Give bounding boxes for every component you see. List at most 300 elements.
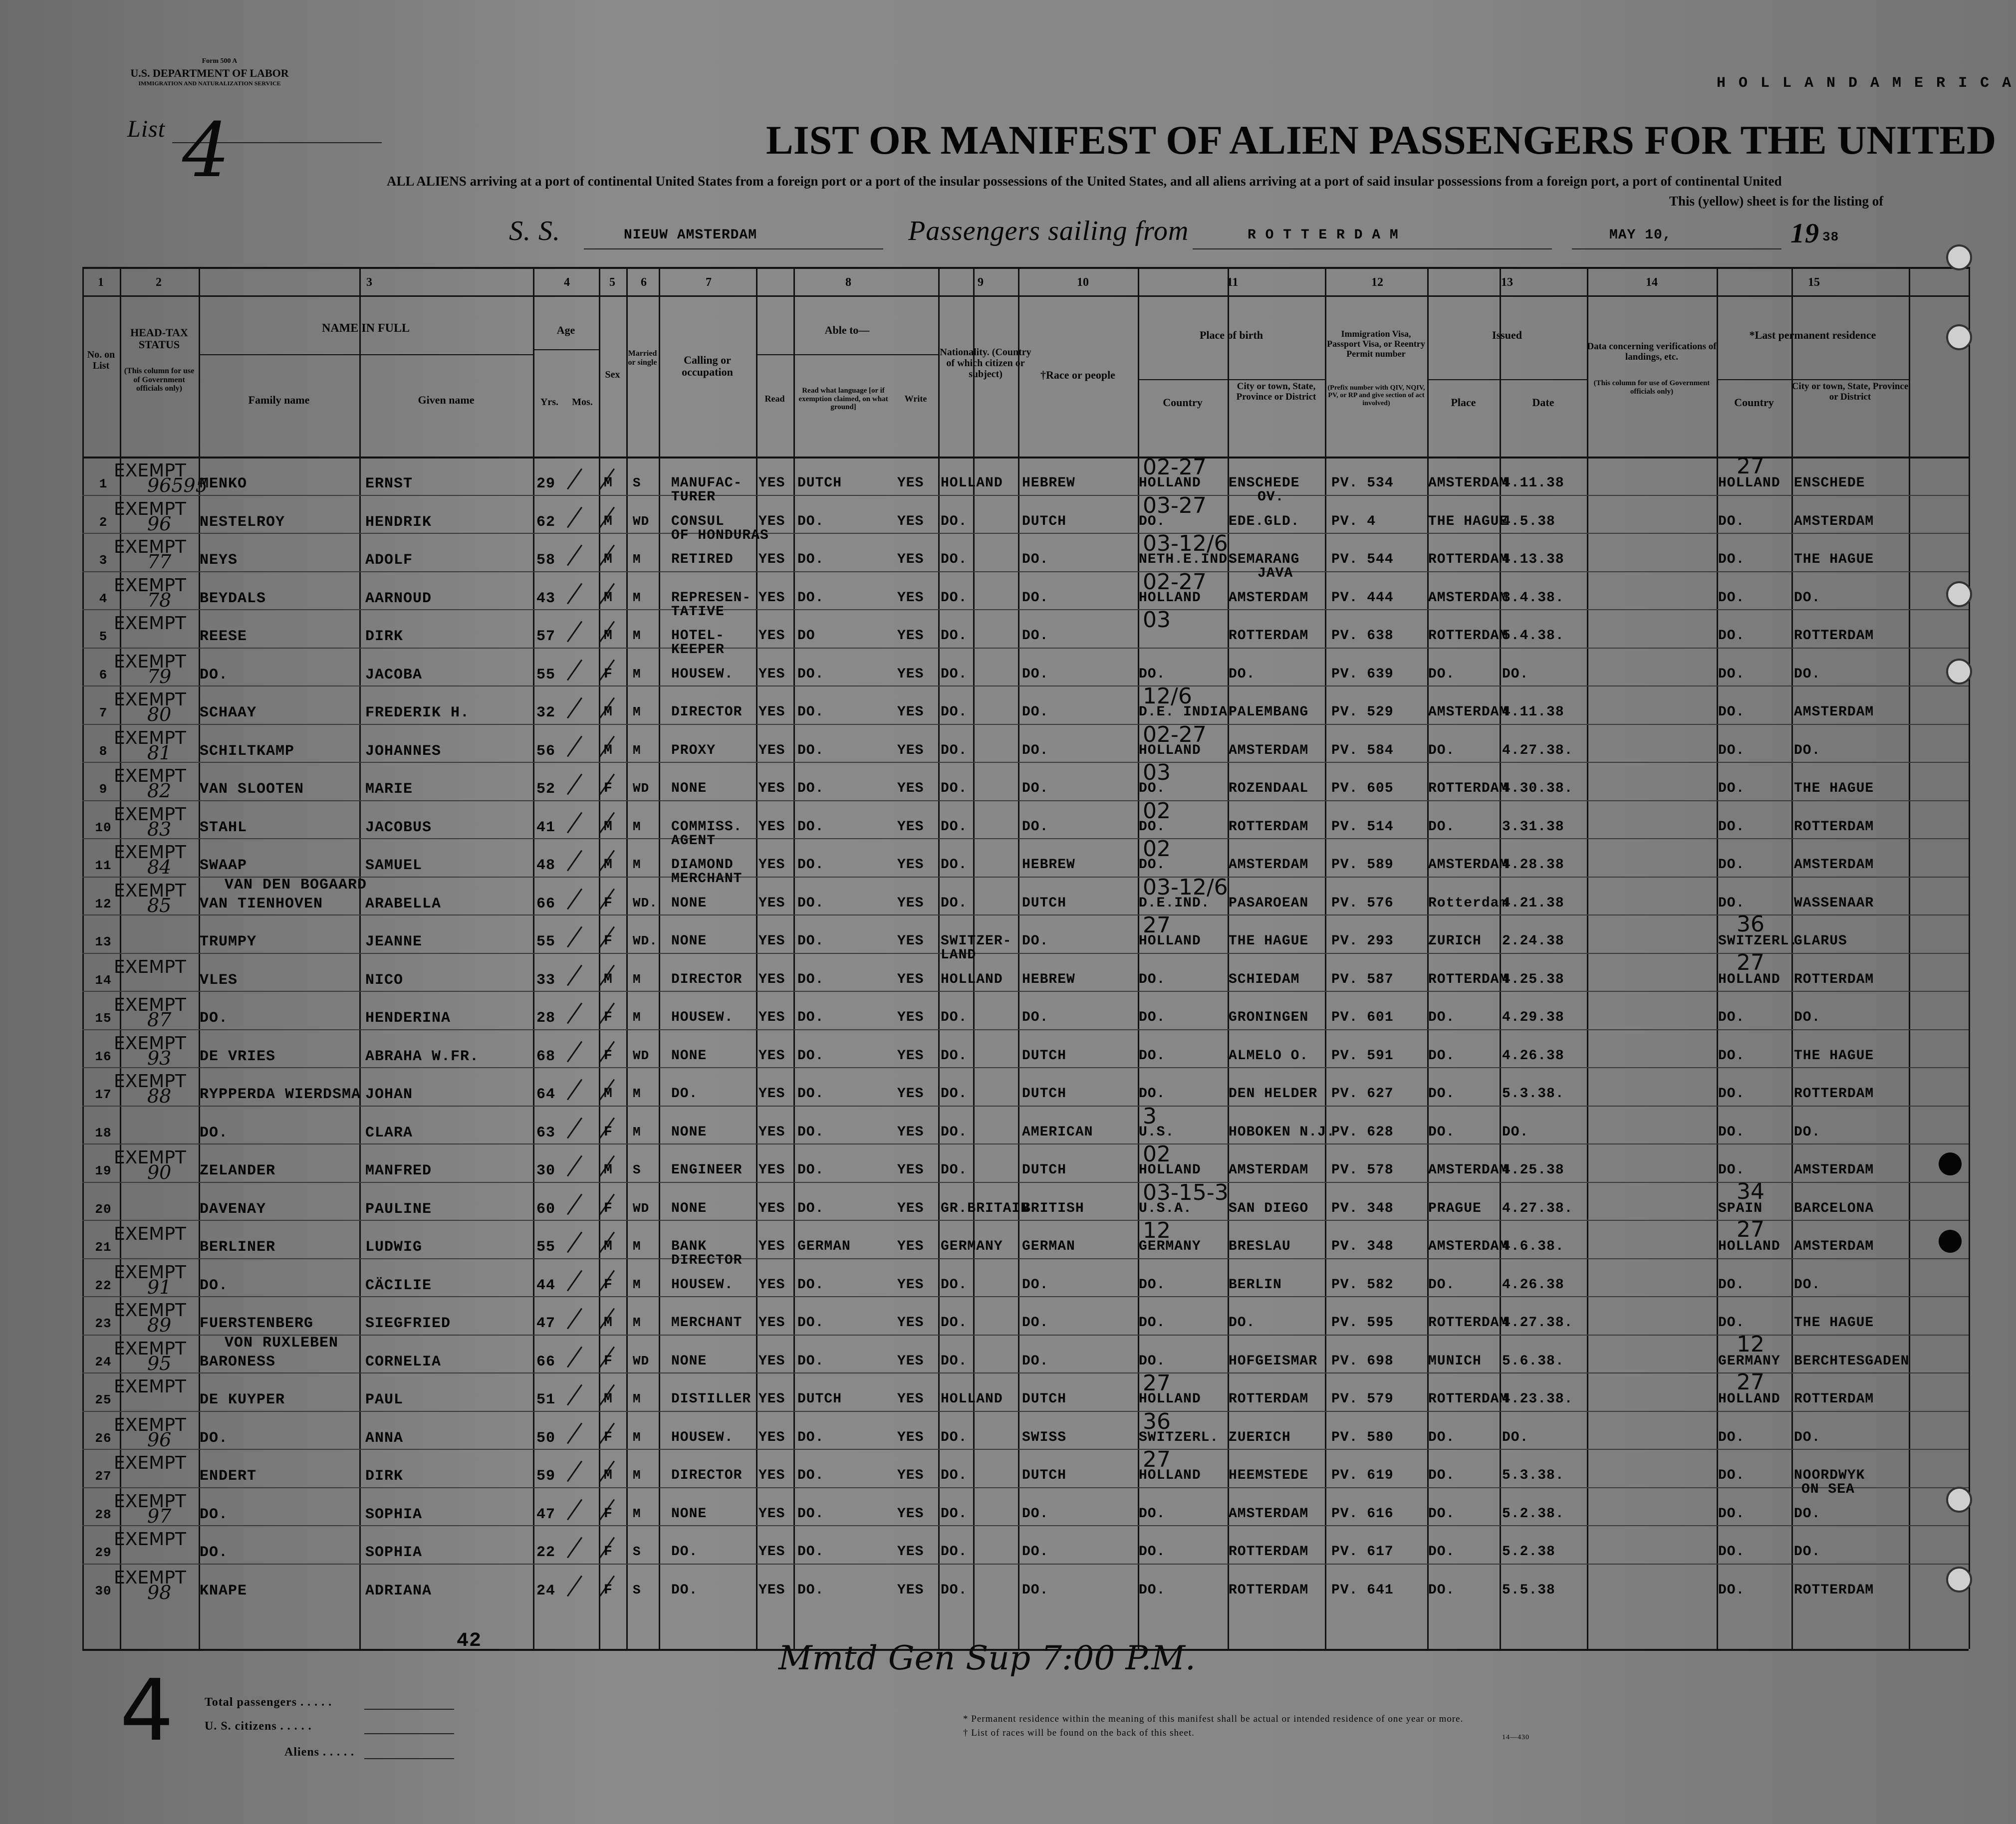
given-name: JOHAN: [365, 1086, 413, 1103]
birth-country-code: 03: [1143, 607, 1171, 633]
family-name: KNAPE: [200, 1582, 248, 1599]
birth-country: DO.: [1139, 1048, 1166, 1064]
marital-status: M: [633, 1010, 641, 1025]
residence-city: THE HAGUE: [1794, 1048, 1874, 1064]
sex: M: [604, 628, 613, 644]
marital-status: M: [633, 704, 641, 719]
birth-city: THE HAGUE: [1229, 933, 1309, 949]
nationality: HOLLAND: [941, 971, 1003, 987]
issued-place: DO.: [1428, 1124, 1455, 1140]
residence-country: DO.: [1718, 781, 1745, 796]
age-years: 32: [536, 704, 556, 721]
header-res-country: Country: [1734, 396, 1774, 409]
occupation: DO.: [671, 1086, 698, 1102]
residence-city: DO.: [1794, 1010, 1821, 1025]
can-read: YES: [758, 742, 785, 758]
birth-country: DO.: [1139, 857, 1166, 873]
age-tick-mark: [567, 1041, 582, 1062]
birth-city: PALEMBANG: [1229, 704, 1309, 720]
row-rule: [82, 533, 1969, 534]
residence-country-code: 36: [1737, 912, 1764, 937]
birth-country: DO.: [1139, 1010, 1166, 1025]
given-name: MANFRED: [365, 1162, 432, 1179]
family-name: FUERSTENBERG: [200, 1315, 314, 1332]
visa-number: PV. 348: [1331, 1239, 1394, 1254]
issued-date: 4.11.38: [1502, 475, 1564, 491]
marital-status: M: [633, 1124, 641, 1140]
sex: F: [604, 1277, 613, 1293]
marital-status: WD: [633, 1048, 650, 1063]
head-tax-status: EXEMPT: [114, 1147, 186, 1168]
department-name: U.S. DEPARTMENT OF LABOR: [130, 67, 289, 79]
row-rule: [82, 495, 1969, 496]
visa-number: PV. 595: [1331, 1315, 1394, 1331]
nationality: DO.: [941, 742, 968, 758]
nationality: DO.: [941, 513, 968, 529]
residence-country: DO.: [1718, 628, 1745, 644]
issued-date: 4.30.38.: [1502, 781, 1573, 796]
birth-city: HOFGEISMAR: [1229, 1353, 1318, 1369]
birth-city-continued: OV.: [1258, 489, 1284, 505]
issued-date: 5.2.38.: [1502, 1506, 1564, 1522]
header-no-on-list: No. on List: [87, 349, 115, 371]
column-rule: [533, 267, 534, 1649]
residence-city: AMSTERDAM: [1794, 1162, 1874, 1178]
visa-number: PV. 627: [1331, 1086, 1394, 1102]
column-rule: [659, 267, 660, 1649]
issued-place: DO.: [1428, 1277, 1455, 1293]
birth-city: ROTTERDAM: [1229, 1391, 1309, 1407]
head-tax-number: 93: [147, 1047, 172, 1069]
head-tax-status: EXEMPT: [114, 575, 186, 596]
row-number: 14: [95, 972, 112, 988]
nationality: DO.: [941, 704, 968, 720]
header-head-tax-note: (This column for use of Government officials only): [124, 367, 195, 393]
head-tax-number: 95: [147, 1352, 172, 1374]
column-number: 11: [1227, 276, 1239, 289]
read-language: DO.: [797, 552, 824, 567]
occupation-continued: TATIVE: [671, 604, 725, 620]
age-years: 56: [536, 742, 556, 760]
age-years: 43: [536, 590, 556, 607]
header-write: Write: [904, 394, 927, 404]
subheader-rule: [199, 354, 533, 355]
header-calling: Calling or occupation: [682, 354, 733, 379]
marital-status: S: [633, 475, 641, 490]
row-number: 28: [95, 1507, 112, 1522]
total-passengers-label: Total passengers . . . . .: [205, 1696, 332, 1709]
nationality: DO.: [941, 1162, 968, 1178]
age-years: 33: [536, 971, 556, 989]
birth-country: DO.: [1139, 1506, 1166, 1522]
age-tick-mark: [567, 812, 582, 833]
age-tick-mark: [567, 1384, 582, 1406]
age-tick-mark: [567, 1499, 582, 1520]
row-number: 26: [95, 1430, 112, 1446]
total-line: [364, 1709, 454, 1710]
age-years: 29: [536, 475, 556, 492]
residence-city: AMSTERDAM: [1794, 857, 1874, 873]
age-tick-mark: [567, 468, 582, 490]
column-rule: [1969, 267, 1970, 1649]
race: DO.: [1022, 819, 1049, 835]
occupation: MANUFAC-: [671, 475, 743, 491]
birth-country: DO.: [1139, 1544, 1166, 1560]
family-name: VAN SLOOTEN: [200, 781, 304, 798]
read-language: DO.: [797, 1544, 824, 1560]
marital-status: WD.: [633, 933, 658, 948]
head-tax-number: 77: [147, 551, 172, 573]
residence-country: SWITZERL.: [1718, 933, 1798, 949]
residence-country: DO.: [1718, 666, 1745, 682]
residence-country: HOLLAND: [1718, 475, 1780, 491]
marital-status: S: [633, 1162, 641, 1177]
row-rule: [82, 1106, 1969, 1107]
birth-country: D.E.IND.: [1139, 895, 1210, 911]
visa-number: PV. 4: [1331, 513, 1376, 529]
can-read: YES: [758, 1200, 785, 1216]
marital-status: S: [633, 1582, 641, 1597]
birth-country-code: 02-27: [1143, 721, 1207, 747]
visa-number: PV. 544: [1331, 552, 1394, 567]
row-number: 22: [95, 1278, 112, 1293]
row-rule: [82, 1372, 1969, 1373]
marital-status: M: [633, 590, 641, 605]
can-write: YES: [897, 1239, 924, 1254]
family-name: SCHAAY: [200, 704, 257, 721]
row-rule: [82, 724, 1969, 725]
head-tax-status: EXEMPT: [114, 1453, 186, 1473]
read-language: DO.: [797, 1353, 824, 1369]
residence-country-code: 27: [1737, 1369, 1764, 1395]
issued-date: 5.3.38.: [1502, 1086, 1564, 1102]
row-rule: [82, 1449, 1969, 1450]
birth-country: DO.: [1139, 781, 1166, 796]
list-label: List: [127, 116, 166, 142]
issued-date: 4.25.38: [1502, 1162, 1564, 1178]
can-read: YES: [758, 513, 785, 529]
birth-city: HOBOKEN N.J.: [1229, 1124, 1335, 1140]
head-tax-number: 96: [147, 512, 172, 535]
residence-country: HOLLAND: [1718, 1391, 1780, 1407]
binder-hole: [1946, 324, 1972, 350]
visa-number: PV. 628: [1331, 1124, 1394, 1140]
head-tax-number: 97: [147, 1505, 172, 1527]
age-years: 47: [536, 1506, 556, 1523]
sex: M: [604, 1162, 613, 1178]
head-tax-number: 98: [147, 1581, 172, 1603]
marital-status: S: [633, 1544, 641, 1559]
given-name: JEANNE: [365, 933, 423, 950]
header-birth-city: City or town, State, Province or District: [1236, 381, 1316, 402]
visa-number: PV. 638: [1331, 628, 1394, 644]
sex: M: [604, 1239, 613, 1254]
head-tax-status: EXEMPT: [114, 537, 186, 557]
sex: M: [604, 971, 613, 987]
family-name: DE VRIES: [200, 1048, 276, 1065]
can-write: YES: [897, 552, 924, 567]
read-language: DUTCH: [797, 475, 842, 491]
column-number: 8: [845, 276, 851, 289]
issued-place: ROTTERDAM: [1428, 628, 1509, 644]
birth-country-code: 03-12/6: [1143, 874, 1228, 900]
issued-date: 4.13.38: [1502, 552, 1564, 567]
residence-country: GERMANY: [1718, 1353, 1780, 1369]
can-write: YES: [897, 1506, 924, 1522]
birth-country-code: 03-12/6: [1143, 531, 1228, 556]
binder-hole: [1946, 1567, 1972, 1593]
nationality: DO.: [941, 1010, 968, 1025]
issued-place: DO.: [1428, 1468, 1455, 1483]
sex: M: [604, 513, 613, 529]
issued-place: DO.: [1428, 666, 1455, 682]
family-name: DO.: [200, 1506, 229, 1523]
birth-city: ROTTERDAM: [1229, 628, 1309, 644]
head-tax-status: EXEMPT: [114, 498, 186, 519]
row-number: 3: [99, 553, 108, 568]
can-write: YES: [897, 1582, 924, 1598]
header-res-city: City or town, State, Province or District: [1791, 381, 1909, 402]
sex: M: [604, 1315, 613, 1331]
given-name: MARIE: [365, 781, 413, 798]
race: GERMAN: [1022, 1239, 1075, 1254]
age-years: 30: [536, 1162, 556, 1179]
row-rule: [82, 1067, 1969, 1068]
residence-city: DO.: [1794, 742, 1821, 758]
birth-city: SCHIEDAM: [1229, 971, 1300, 987]
can-read: YES: [758, 1239, 785, 1254]
subheader-rule: [1717, 379, 1909, 380]
age-tick-mark: [567, 659, 582, 681]
row-number: 2: [99, 514, 108, 530]
header-sex: Sex: [605, 369, 620, 380]
residence-city: AMSTERDAM: [1794, 513, 1874, 529]
read-language: DUTCH: [797, 1391, 842, 1407]
can-write: YES: [897, 666, 924, 682]
birth-city: ALMELO O.: [1229, 1048, 1309, 1064]
issued-place: AMSTERDAM: [1428, 590, 1509, 606]
residence-city: BERCHTESGADEN: [1794, 1353, 1910, 1369]
issued-place: ROTTERDAM: [1428, 971, 1509, 987]
residence-city: THE HAGUE: [1794, 1315, 1874, 1331]
head-tax-number: 78: [147, 589, 172, 611]
visa-number: PV. 582: [1331, 1277, 1394, 1293]
age-tick-mark: [567, 774, 582, 795]
column-rule: [793, 267, 795, 1649]
ss-label: S. S.: [509, 216, 560, 246]
sex: F: [604, 1544, 613, 1560]
can-read: YES: [758, 1010, 785, 1025]
age-tick-mark: [567, 1575, 582, 1596]
can-write: YES: [897, 628, 924, 644]
service-name: IMMIGRATION AND NATURALIZATION SERVICE: [138, 80, 281, 87]
issued-place: AMSTERDAM: [1428, 1239, 1509, 1254]
residence-city: DO.: [1794, 590, 1821, 606]
age-tick-mark: [567, 506, 582, 528]
race: DO.: [1022, 1582, 1049, 1598]
birth-city: DEN HELDER: [1229, 1086, 1318, 1102]
birth-city: AMSTERDAM: [1229, 857, 1309, 873]
head-tax-status: EXEMPT: [114, 842, 186, 863]
row-rule: [82, 1411, 1969, 1412]
sex: M: [604, 742, 613, 758]
footnote-races: † List of races will be found on the back of this sheet.: [963, 1728, 1195, 1738]
residence-city: DO.: [1794, 1429, 1821, 1445]
age-tick-mark: [567, 1155, 582, 1177]
race: DO.: [1022, 666, 1049, 682]
birth-country-code: 02-27: [1143, 455, 1207, 480]
head-tax-number: 89: [147, 1314, 172, 1336]
row-rule: [82, 1143, 1969, 1144]
row-rule: [82, 1564, 1969, 1565]
column-number: 12: [1371, 276, 1383, 289]
read-language: DO.: [797, 857, 824, 873]
visa-number: PV. 616: [1331, 1506, 1394, 1522]
can-write: YES: [897, 1124, 924, 1140]
given-name: AARNOUD: [365, 590, 432, 607]
issued-place: ZURICH: [1428, 933, 1482, 949]
marital-status: WD: [633, 781, 650, 796]
header-nationality: Nationality. (Country of which citizen or subject): [940, 347, 1031, 380]
birth-city: AMSTERDAM: [1229, 590, 1309, 606]
residence-city: ROTTERDAM: [1794, 1391, 1874, 1407]
birth-country: DO.: [1139, 971, 1166, 987]
visa-number: PV. 529: [1331, 704, 1394, 720]
officer-signature: Mmtd Gen Sup 7:00 P.M.: [778, 1639, 1196, 1677]
residence-country: DO.: [1718, 704, 1745, 720]
marital-status: WD: [633, 1353, 650, 1368]
given-name: DIRK: [365, 1468, 404, 1485]
issued-place: ROTTERDAM: [1428, 1391, 1509, 1407]
can-write: YES: [897, 1010, 924, 1025]
residence-city: AMSTERDAM: [1794, 1239, 1874, 1254]
issued-place: DO.: [1428, 1544, 1455, 1560]
age-years: 48: [536, 857, 556, 874]
occupation: REPRESEN-: [671, 590, 752, 606]
row-rule: [82, 1296, 1969, 1297]
issued-date: 4.21.38: [1502, 895, 1564, 911]
issued-place: DO.: [1428, 742, 1455, 758]
visa-number: PV. 580: [1331, 1429, 1394, 1445]
nationality: DO.: [941, 552, 968, 567]
can-write: YES: [897, 781, 924, 796]
year-suffix: 38: [1822, 229, 1839, 244]
nationality: DO.: [941, 1277, 968, 1293]
read-language: DO.: [797, 1429, 824, 1445]
residence-country: DO.: [1718, 1429, 1745, 1445]
age-years: 24: [536, 1582, 556, 1599]
occupation: DIRECTOR: [671, 1468, 743, 1483]
family-name-continued: VAN DEN BOGAARD: [225, 876, 367, 894]
sex: M: [604, 1086, 613, 1102]
occupation: NONE: [671, 1124, 707, 1140]
row-number: 27: [95, 1469, 112, 1484]
head-tax-status: EXEMPT: [114, 880, 186, 901]
birth-country: HOLLAND: [1139, 742, 1201, 758]
header-name-in-full: NAME IN FULL: [321, 322, 410, 335]
read-language: DO.: [797, 1582, 824, 1598]
can-write: YES: [897, 1353, 924, 1369]
header-given-name: Given name: [418, 394, 475, 406]
residence-city: ROTTERDAM: [1794, 971, 1874, 987]
residence-country: DO.: [1718, 819, 1745, 835]
row-number: 7: [99, 705, 108, 720]
race: SWISS: [1022, 1429, 1067, 1445]
race: DO.: [1022, 1010, 1049, 1025]
footnote-residence: * Permanent residence within the meaning of this manifest shall be actual or intended residence of one year or more.: [963, 1714, 1464, 1724]
column-number: 4: [564, 276, 570, 289]
nationality: DO.: [941, 857, 968, 873]
birth-country-code: 02: [1143, 1141, 1171, 1167]
port-name: R O T T E R D A M: [1248, 228, 1399, 243]
residence-country: DO.: [1718, 1277, 1745, 1293]
birth-country: D.E. INDIA: [1139, 704, 1228, 720]
given-name: HENDRIK: [365, 513, 432, 531]
race: DO.: [1022, 933, 1049, 949]
head-tax-status: EXEMPT: [114, 1567, 186, 1588]
can-write: YES: [897, 1086, 924, 1102]
nationality: DO.: [941, 1086, 968, 1102]
read-language: GERMAN: [797, 1239, 851, 1254]
row-rule: [82, 648, 1969, 649]
head-tax-status: EXEMPT: [114, 766, 186, 786]
read-language: DO.: [797, 1124, 824, 1140]
occupation: ENGINEER: [671, 1162, 743, 1178]
sex: F: [604, 666, 613, 682]
marital-status: M: [633, 1506, 641, 1521]
issued-date: 4.25.38: [1502, 971, 1564, 987]
header-issued-place: Place: [1451, 396, 1476, 409]
sailing-label: Passengers sailing from: [908, 216, 1189, 246]
age-years: 59: [536, 1468, 556, 1485]
head-tax-status: EXEMPT: [114, 1033, 186, 1054]
header-visa-note: (Prefix number with QIV, NQIV, PV, or RP and give section of act involved): [1327, 384, 1425, 407]
occupation-continued: AGENT: [671, 833, 716, 849]
read-language: DO.: [797, 590, 824, 606]
nationality: DO.: [941, 1048, 968, 1064]
nationality: DO.: [941, 1429, 968, 1445]
column-rule: [1018, 267, 1019, 1649]
read-language: DO.: [797, 781, 824, 796]
occupation: NONE: [671, 1353, 707, 1369]
issued-date: 5.5.38: [1502, 1582, 1555, 1598]
head-tax-number: 85: [147, 894, 172, 916]
given-name: ERNST: [365, 475, 413, 492]
visa-number: PV. 589: [1331, 857, 1394, 873]
occupation: DO.: [671, 1582, 698, 1598]
age-years: 58: [536, 552, 556, 569]
visa-number: PV. 605: [1331, 781, 1394, 796]
row-number: 17: [95, 1087, 112, 1102]
residence-country: DO.: [1718, 552, 1745, 567]
birth-country: DO.: [1139, 666, 1166, 682]
race: DUTCH: [1022, 895, 1067, 911]
row-number: 21: [95, 1240, 112, 1255]
marital-status: M: [633, 742, 641, 758]
head-tax-status: EXEMPT: [114, 651, 186, 672]
birth-country-code: 12: [1143, 1218, 1171, 1243]
given-name: CÄCILIE: [365, 1277, 432, 1294]
age-tick-mark: [567, 735, 582, 757]
age-years: 60: [536, 1200, 556, 1218]
birth-city: ZUERICH: [1229, 1429, 1291, 1445]
birth-country-code: 27: [1143, 912, 1171, 938]
can-read: YES: [758, 819, 785, 835]
residence-country: DO.: [1718, 1315, 1745, 1331]
head-tax-number: 79: [147, 665, 172, 687]
occupation: PROXY: [671, 742, 716, 758]
can-read: YES: [758, 1162, 785, 1178]
